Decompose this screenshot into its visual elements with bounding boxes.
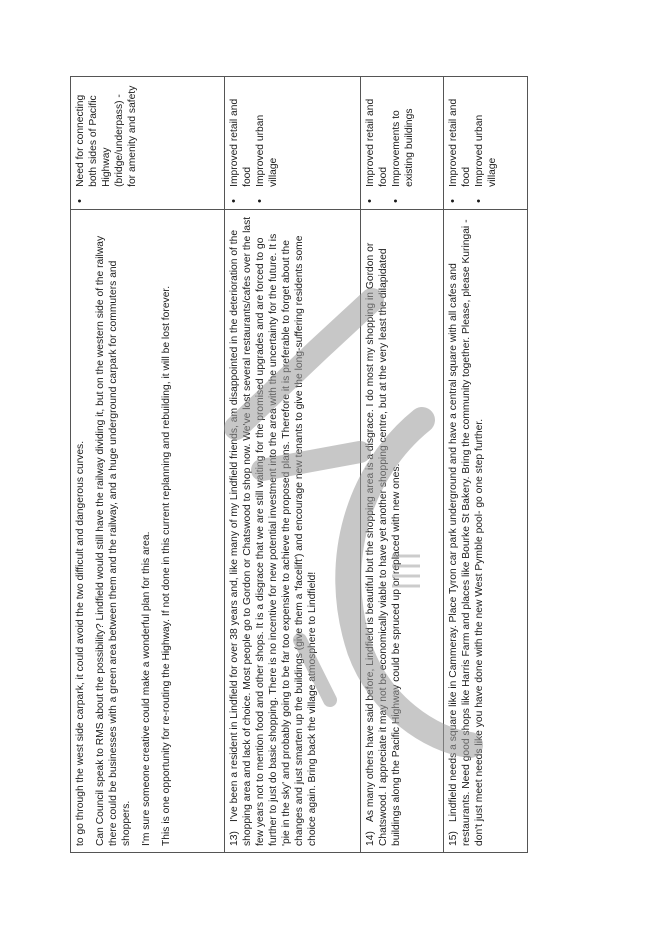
comment-paragraph: This is one opportunity for re-routing the Highway. If not done in this current replanning and rebuilding, it will be lost forever. [161,285,172,846]
issue-item: • Improved retail and food [228,83,254,203]
issue-item: • Improved retail and food [447,83,473,203]
comment-cell [71,209,225,852]
issue-item: • Need for connecting both sides of Pacific Highway (bridge/underpass) - for amenity and safety [74,83,139,203]
comment-paragraph: to go through the west side carpark, it could avoid the two difficult and dangerous curves. [75,440,86,846]
comment-cell [444,209,528,852]
issue-item: • Improvements to existing buildings [390,83,416,203]
comment-text: As many others have said before, Lindfield is beautiful but the shopping area is a disgrace. I do most my shopping in Gordon or Chatswood. I appreciate it may not be economically viable to have yet another shopping centre, but at the very least the dilapidated buildings along the Pacific Highway could be spruced up or replaced with new ones. [365,242,402,846]
issues-cell [361,77,444,210]
table-row [444,77,528,853]
issue-item: • Improved urban village [473,83,499,203]
comment-paragraph [447,216,486,846]
issues-list [228,83,280,203]
table-row [71,77,225,853]
issues-list [447,83,499,203]
issues-cell [444,77,528,210]
issues-list [74,83,139,203]
comment-paragraph [364,216,403,846]
comments-table [70,76,528,853]
comment-number: 14) [365,831,376,846]
comment-paragraph: I'm sure someone creative could make a wonderful plan for this area. [141,531,152,846]
comment-paragraph [228,216,319,846]
comment-cell [361,209,444,852]
issues-cell [225,77,361,210]
table-row [225,77,361,853]
issues-list [364,83,416,203]
comment-number: 13) [229,831,240,846]
comment-paragraph: Can Council speak to RMS about the possibility? Lindfield would still have the railway dividing it, but on the western side of the railway there could be businesses with a green area between them and the railway, and a huge underground carpark for commuters and shoppers. [95,235,132,846]
comment-text: Lindfield needs a square like in Cammeray. Place Tyron car park underground and have a central square with all cafes and restaurants. Need good shops like Harris Farm and places like Bourke St Bakery. Bring the community together. Please, please Kuringai - don't just meet needs like you have done with the new West Pymble pool- go one step further. [448,219,485,846]
comment-number: 15) [448,831,459,846]
issues-cell [71,77,225,210]
issue-item: • Improved urban village [254,83,280,203]
comment-cell [225,209,361,852]
issue-item: • Improved retail and food [364,83,390,203]
table-row [361,77,444,853]
comment-text: I've been a resident in Lindfield for over 38 years and, like many of my Lindfield friends, am disappointed in the deterioration of the shopping area and lack of choice. Most people go to Gordon or Chatswood to shop now. We've lost several restaurants/cafes over the last few years not to mention food and other shops. It is a disgrace that we are still waiting for the promised upgrades and are forced to go further to just do basic shopping. There is no incentive for new potential investment into the area with the uncertainty for the future. It is 'pie in the sky' and probably going to be far too expensive to achieve the proposed plans. Therefore it is preferable to forget about the changes and just smarten up the buildings (give them a 'facelift') and encourage new tenants to give the long-suffering residents some choice again. Bring back the village atmosphere to Lindfield! [229,216,318,846]
